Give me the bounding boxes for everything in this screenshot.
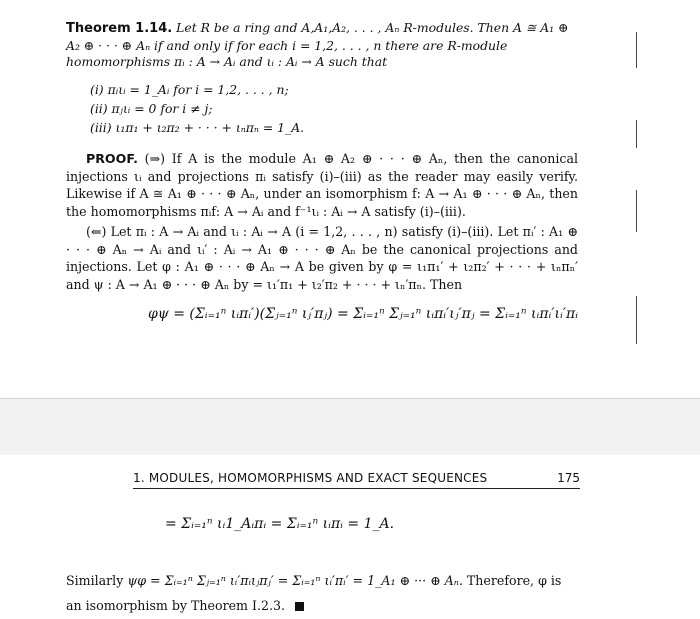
- proof-label: PROOF.: [86, 151, 138, 166]
- margin-mark: [636, 120, 637, 148]
- condition-i: (i) πᵢιᵢ = 1_Aᵢ for i = 1,2, . . . , n;: [90, 82, 289, 97]
- condition-ii: (ii) πⱼιᵢ = 0 for i ≠ j;: [90, 101, 213, 116]
- similarly-label: Similarly: [66, 573, 124, 588]
- margin-mark: [636, 190, 637, 232]
- equation-psi-phi: ψφ = Σᵢ₌₁ⁿ Σⱼ₌₁ⁿ ιᵢ′πᵢιⱼπⱼ′ = Σᵢ₌₁ⁿ ιᵢ′πᵢ′ = 1_A₁ ⊕ ··· ⊕ Aₙ.: [127, 573, 463, 588]
- page-number: 175: [557, 471, 580, 485]
- qed-square-icon: [295, 602, 304, 611]
- margin-mark: [636, 296, 637, 344]
- closing-text: Therefore, φ is an isomorphism by Theorem I.2.3.: [66, 573, 562, 613]
- theorem-label: Theorem 1.14.: [66, 21, 173, 36]
- proof-text-1: (⇒) If A is the module A₁ ⊕ A₂ ⊕ · · · ⊕ Aₙ, then the canonical injections ιᵢ and projections πᵢ satisfy (i)–(iii) as the reader may easily verify. Likewise if A ≅ A₁ ⊕ · · · ⊕ Aₙ, under an isomorphism f: A → A₁ ⊕ · · · ⊕ Aₙ, then the homomorphisms πᵢf: A → Aᵢ and f⁻¹ιᵢ : Aᵢ → A satisfy (i)–(iii).: [66, 151, 578, 219]
- condition-iii: (iii) ι₁π₁ + ι₂π₂ + · · · + ιₙπₙ = 1_A.: [90, 120, 305, 135]
- page-gap: [0, 398, 700, 456]
- running-header-title: 1. MODULES, HOMOMORPHISMS AND EXACT SEQUENCES: [133, 471, 488, 485]
- equation-phi-psi: φψ = (Σᵢ₌₁ⁿ ιᵢπᵢ′)(Σⱼ₌₁ⁿ ιⱼ′πⱼ) = Σᵢ₌₁ⁿ Σⱼ₌₁ⁿ ιᵢπᵢ′ιⱼ′πⱼ = Σᵢ₌₁ⁿ ιᵢπᵢ′ιᵢ′πᵢ: [148, 306, 579, 322]
- running-header: [133, 470, 580, 489]
- margin-mark: [636, 32, 637, 68]
- closing-paragraph: [66, 568, 578, 618]
- proof-paragraph-2: (⇐) Let πᵢ : A → Aᵢ and ιᵢ : Aᵢ → A (i = 1,2, . . . , n) satisfy (i)–(iii). Let πᵢ′ : A₁ ⊕ · · · ⊕ Aₙ → Aᵢ and ιᵢ′ : Aᵢ → A₁ ⊕ · · · ⊕ Aₙ be the canonical projections and injections. Let φ : A₁ ⊕ · · · ⊕ Aₙ → A be given by φ = ι₁π₁′ + ι₂π₂′ + · · · + ιₙπₙ′ and ψ : A → A₁ ⊕ · · · ⊕ Aₙ by = ι₁′π₁ + ι₂′π₂ + · · · + ιₙ′πₙ. Then: [66, 224, 578, 292]
- proof-paragraph-1: [66, 150, 578, 220]
- theorem-statement: [66, 20, 578, 71]
- theorem-text: Let R be a ring and A,A₁,A₂, . . . , Aₙ R-modules. Then A ≅ A₁ ⊕ A₂ ⊕ · · · ⊕ Aₙ if and only if for each i = 1,2, . . . , n there are R-module homomorphisms πᵢ : A → Aᵢ and ιᵢ : Aᵢ → A such that: [66, 20, 569, 69]
- equation-identity: = Σᵢ₌₁ⁿ ιᵢ1_Aᵢπᵢ = Σᵢ₌₁ⁿ ιᵢπᵢ = 1_A.: [165, 516, 395, 532]
